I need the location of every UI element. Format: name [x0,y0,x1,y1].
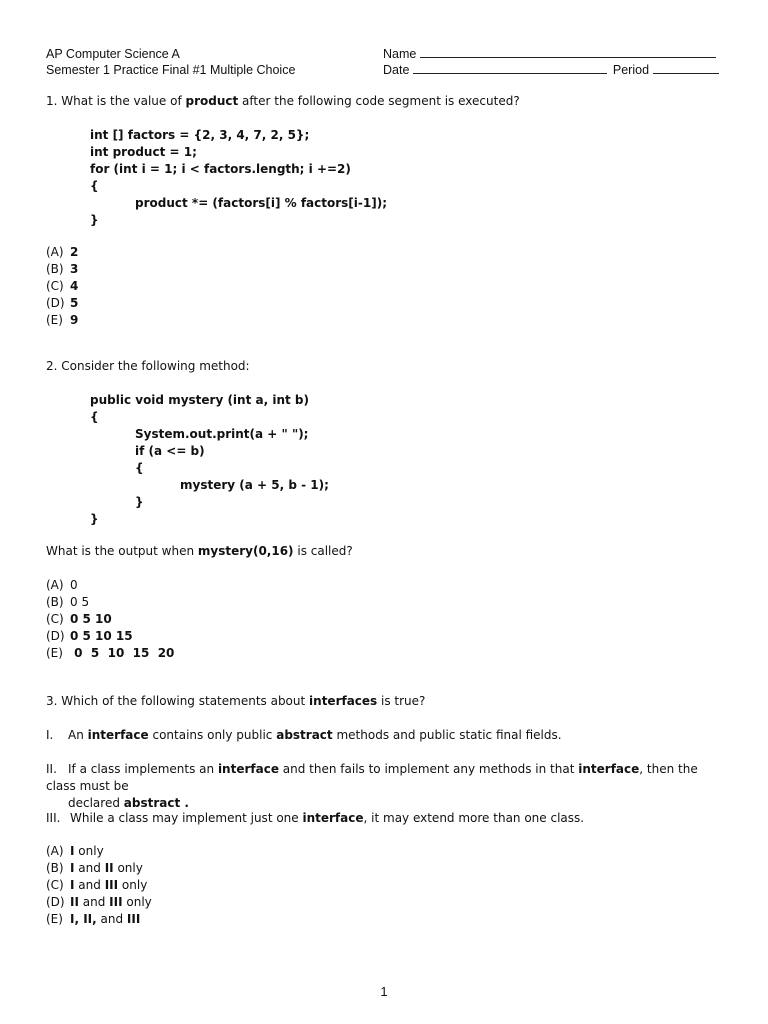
q3-statement-3 [46,810,726,827]
question-3-prompt [46,693,425,710]
q3-option-d[interactable] [46,894,152,911]
option-letter: (E) [46,912,63,926]
statement-text: , then the class must be [46,762,698,793]
statement-text: An [68,728,88,742]
q1-prompt-text: 1. What is the value of [46,94,186,108]
statement-text: declared [68,796,124,810]
header-right [383,46,719,78]
q2-code-line-8: } [90,512,99,526]
q2-options [46,577,174,662]
date-label: Date [383,63,410,77]
statement-keyword: interface [578,762,640,776]
q1-keyword: product [185,94,239,108]
q2-option-b[interactable] [46,594,174,611]
option-roman: II [70,895,79,909]
option-letter: (C) [46,279,64,293]
statement-number: II. [46,762,57,776]
q2-code-line-3: System.out.print(a + " "); [135,427,309,441]
name-label: Name [383,47,417,61]
q1-option-b[interactable] [46,261,78,278]
option-text: only [113,861,143,875]
q2-followup-suffix: is called? [293,544,353,558]
q2-code-line-1: public void mystery (int a, int b) [90,393,309,407]
option-roman: I [70,844,75,858]
period-label: Period [612,63,650,77]
option-value: 0 5 10 [70,612,112,626]
q1-option-d[interactable] [46,295,78,312]
q3-statement-2 [46,761,726,812]
option-text: and [74,861,105,875]
option-value: 5 [70,296,79,310]
option-value: 0 5 10 15 [70,629,133,643]
option-roman: III [126,912,141,926]
q3-keyword: interfaces [309,694,378,708]
statement-text: If a class implements an [68,762,218,776]
option-value: 3 [70,262,79,276]
q3-prompt-text: 3. Which of the following statements about [46,694,310,708]
header-left [46,46,295,78]
option-letter: (D) [46,296,65,310]
q2-option-a[interactable] [46,577,174,594]
page-number: 1 [380,984,388,999]
statement-keyword: abstract . [123,796,189,810]
option-letter: (D) [46,629,65,643]
q2-code-line-4: if (a <= b) [135,444,205,458]
option-text: only [74,844,104,858]
option-letter: (D) [46,895,65,909]
option-text: and [74,878,105,892]
option-value: 0 [70,578,78,592]
option-text: only [122,895,152,909]
period-blank[interactable] [653,62,719,74]
date-row [383,62,719,78]
statement-text: , it may extend more than one class. [363,811,585,825]
statement-number: III. [46,811,61,825]
question-2-followup [46,543,353,560]
q1-code-line-5: product *= (factors[i] % factors[i-1]); [135,196,388,210]
option-roman: I [70,861,75,875]
q2-option-d[interactable] [46,628,174,645]
option-letter: (B) [46,861,64,875]
option-letter: (B) [46,262,64,276]
q1-code-line-3: for (int i = 1; i < factors.length; i +=2) [90,162,351,176]
q3-option-a[interactable] [46,843,152,860]
option-roman: II [104,861,114,875]
statement-keyword: interface [217,762,279,776]
question-2-prompt: 2. Consider the following method: [46,359,250,373]
q1-code-line-2: int product = 1; [90,145,197,159]
option-value: 9 [70,313,79,327]
statement-text: contains only public [148,728,277,742]
option-letter: (A) [46,844,64,858]
q1-option-e[interactable] [46,312,78,329]
q3-statement-1 [46,727,726,744]
statement-keyword: interface [87,728,149,742]
name-row [383,46,719,62]
q2-followup-text: What is the output when [46,544,198,558]
option-roman: I, II, [70,912,97,926]
option-letter: (E) [46,646,63,660]
option-letter: (A) [46,245,64,259]
q1-code-line-1: int [] factors = {2, 3, 4, 7, 2, 5}; [90,128,310,142]
exam-subtitle: Semester 1 Practice Final #1 Multiple Choice [46,63,296,77]
statement-text: While a class may implement just one [70,811,303,825]
q2-code-line-5: { [135,461,144,475]
option-text: only [118,878,148,892]
course-title: AP Computer Science A [46,47,180,61]
option-roman: III [109,895,123,909]
q1-code-line-4: { [90,179,99,193]
statement-keyword: abstract [276,728,333,742]
option-roman: I [70,878,75,892]
q2-code-line-2: { [90,410,99,424]
statement-number: I. [46,728,54,742]
option-letter: (B) [46,595,64,609]
q3-option-c[interactable] [46,877,152,894]
date-blank[interactable] [413,62,607,74]
q2-code-line-6: mystery (a + 5, b - 1); [180,478,329,492]
q3-option-e[interactable] [46,911,152,928]
option-letter: (C) [46,612,64,626]
statement-text: methods and public static final fields. [332,728,562,742]
q1-options [46,244,78,329]
option-value: 2 [70,245,79,259]
q2-option-c[interactable] [46,611,174,628]
option-letter: (E) [46,313,63,327]
name-blank[interactable] [420,46,716,58]
question-1-prompt [46,93,520,110]
option-value: 4 [70,279,79,293]
option-value: 0 5 [70,595,90,609]
q1-code-line-6: } [90,213,99,227]
option-letter: (C) [46,878,64,892]
option-value: 0 5 10 15 20 [70,646,175,660]
option-roman: III [104,878,119,892]
q3-prompt-suffix: is true? [377,694,426,708]
q3-option-b[interactable] [46,860,152,877]
q1-prompt-suffix: after the following code segment is executed? [238,94,520,108]
q1-option-c[interactable] [46,278,78,295]
option-text: and [96,912,127,926]
q2-code-line-7: } [135,495,144,509]
statement-keyword: interface [302,811,364,825]
q2-option-e[interactable] [46,645,174,662]
q1-option-a[interactable] [46,244,78,261]
option-letter: (A) [46,578,64,592]
option-text: and [78,895,110,909]
q2-followup-keyword: mystery(0,16) [197,544,294,558]
statement-text: and then fails to implement any methods in that [278,762,579,776]
q3-options [46,843,152,928]
